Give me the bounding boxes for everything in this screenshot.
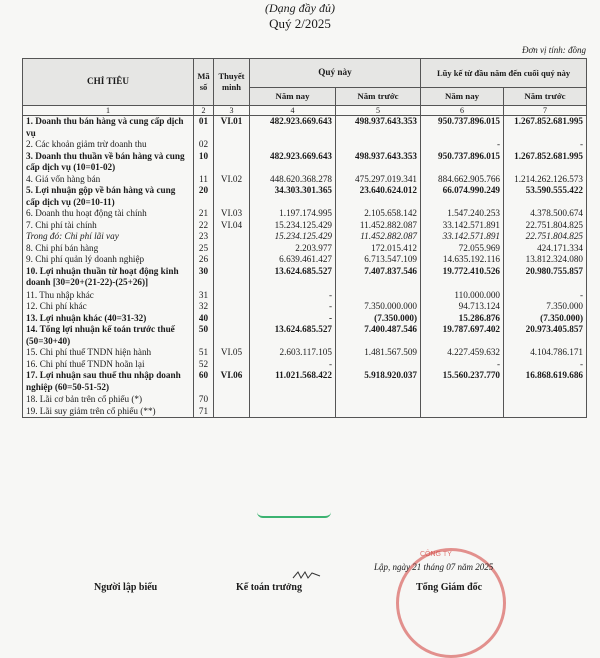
table-row [23, 359, 587, 371]
table-row [23, 243, 587, 255]
ytd-prior-value: - [504, 359, 587, 371]
row-code: 60 [194, 370, 214, 394]
quarter-current-value [250, 139, 336, 151]
quarter-current-value: 13.624.685.527 [250, 266, 336, 290]
table-row [23, 406, 587, 418]
ytd-prior-value: 22.751.804.825 [504, 220, 587, 232]
ytd-current-value: 110.000.000 [421, 290, 504, 302]
table-row [23, 185, 587, 208]
row-note: VI.04 [214, 220, 250, 232]
row-note [214, 301, 250, 313]
row-label: 19. Lãi suy giảm trên cổ phiếu (**) [23, 406, 194, 418]
quarter-prior-value: 7.400.487.546 [336, 324, 421, 347]
row-note [214, 243, 250, 255]
ytd-current-value: 950.737.896.015 [421, 151, 504, 174]
header-ytd-prior: Năm trước [504, 88, 587, 106]
row-code: 52 [194, 359, 214, 371]
header-code: Mã số [194, 59, 214, 106]
quarter-current-value [250, 394, 336, 406]
table-row [23, 231, 587, 243]
quarter-current-value: 34.303.301.365 [250, 185, 336, 208]
row-label: Trong đó: Chi phí lãi vay [23, 231, 194, 243]
table-row [23, 116, 587, 140]
row-note [214, 231, 250, 243]
header-note: Thuyết minh [214, 59, 250, 106]
header-quarter: Quý này [250, 59, 421, 88]
row-code: 32 [194, 301, 214, 313]
ytd-current-value: 15.286.876 [421, 313, 504, 325]
ytd-prior-value: 7.350.000 [504, 301, 587, 313]
quarter-prior-value: 2.105.658.142 [336, 208, 421, 220]
ytd-prior-value: 4.378.500.674 [504, 208, 587, 220]
ytd-current-value: 1.547.240.253 [421, 208, 504, 220]
table-row [23, 266, 587, 290]
quarter-prior-value: 6.713.547.109 [336, 254, 421, 266]
row-code: 11 [194, 174, 214, 186]
row-note [214, 406, 250, 418]
ytd-prior-value: - [504, 139, 587, 151]
ytd-prior-value: 16.868.619.686 [504, 370, 587, 394]
table-row [23, 220, 587, 232]
row-code: 21 [194, 208, 214, 220]
ytd-current-value: 950.737.896.015 [421, 116, 504, 140]
header-quarter-prior: Năm trước [336, 88, 421, 106]
row-label: 18. Lãi cơ bản trên cổ phiếu (*) [23, 394, 194, 406]
quarter-current-value: - [250, 359, 336, 371]
ytd-prior-value: (7.350.000) [504, 313, 587, 325]
table-row [23, 139, 587, 151]
row-label: 10. Lợi nhuận thuần từ hoạt động kinh doanh [30=20+(21-22)-(25+26)] [23, 266, 194, 290]
table-row [23, 324, 587, 347]
row-code: 23 [194, 231, 214, 243]
quarter-current-value: 448.620.368.278 [250, 174, 336, 186]
header-ytd: Lũy kế từ đầu năm đến cuối quý này [421, 59, 587, 88]
ytd-current-value: 66.074.990.249 [421, 185, 504, 208]
ytd-current-value [421, 406, 504, 418]
row-code: 51 [194, 347, 214, 359]
row-code: 25 [194, 243, 214, 255]
ytd-current-value: 14.635.192.116 [421, 254, 504, 266]
ytd-prior-value: 20.973.405.857 [504, 324, 587, 347]
signing-date: Lập, ngày 21 tháng 07 năm 2025 [374, 562, 494, 572]
column-index: 1 [23, 106, 194, 116]
ytd-current-value: - [421, 359, 504, 371]
row-label: 6. Doanh thu hoạt động tài chính [23, 208, 194, 220]
ytd-current-value: 33.142.571.891 [421, 231, 504, 243]
ytd-current-value: 94.713.124 [421, 301, 504, 313]
header-quarter-current: Năm nay [250, 88, 336, 106]
table-row [23, 151, 587, 174]
row-note [214, 266, 250, 290]
table-row [23, 174, 587, 186]
quarter-current-value: 482.923.669.643 [250, 116, 336, 140]
quarter-current-value: 2.603.117.105 [250, 347, 336, 359]
row-note [214, 139, 250, 151]
row-note: VI.03 [214, 208, 250, 220]
column-index: 4 [250, 106, 336, 116]
quarter-prior-value: 498.937.643.353 [336, 116, 421, 140]
ytd-prior-value [504, 394, 587, 406]
quarter-current-value [250, 406, 336, 418]
row-note [214, 324, 250, 347]
ytd-prior-value [504, 406, 587, 418]
ytd-prior-value: 53.590.555.422 [504, 185, 587, 208]
signature-mark [292, 570, 322, 580]
quarter-prior-value: 11.452.882.087 [336, 231, 421, 243]
row-label: 13. Lợi nhuận khác (40=31-32) [23, 313, 194, 325]
row-code: 20 [194, 185, 214, 208]
row-label: 4. Giá vốn hàng bán [23, 174, 194, 186]
row-code: 26 [194, 254, 214, 266]
column-index: 3 [214, 106, 250, 116]
row-code: 02 [194, 139, 214, 151]
row-label: 1. Doanh thu bán hàng và cung cấp dịch vụ [23, 116, 194, 140]
header-ytd-current: Năm nay [421, 88, 504, 106]
quarter-current-value: 15.234.125.429 [250, 220, 336, 232]
ytd-prior-value: 22.751.804.825 [504, 231, 587, 243]
quarter-current-value: - [250, 290, 336, 302]
row-note [214, 359, 250, 371]
row-label: 15. Chi phí thuế TNDN hiện hành [23, 347, 194, 359]
ytd-current-value: 33.142.571.891 [421, 220, 504, 232]
quarter-current-value: 482.923.669.643 [250, 151, 336, 174]
quarter-current-value: 1.197.174.995 [250, 208, 336, 220]
ytd-prior-value: - [504, 290, 587, 302]
row-label: 12. Chi phí khác [23, 301, 194, 313]
row-note [214, 185, 250, 208]
ytd-prior-value: 1.267.852.681.995 [504, 116, 587, 140]
row-note: VI.06 [214, 370, 250, 394]
row-code: 50 [194, 324, 214, 347]
quarter-prior-value [336, 394, 421, 406]
row-label: 14. Tổng lợi nhuận kế toán trước thuế (50=30+40) [23, 324, 194, 347]
row-note: VI.05 [214, 347, 250, 359]
preparer-title: Người lập biểu [94, 582, 158, 593]
row-note [214, 313, 250, 325]
row-note: VI.01 [214, 116, 250, 140]
quarter-prior-value [336, 290, 421, 302]
column-index: 2 [194, 106, 214, 116]
quarter-prior-value: 1.481.567.509 [336, 347, 421, 359]
table-row [23, 254, 587, 266]
quarter-current-value: 2.203.977 [250, 243, 336, 255]
stamp-text: CÔNG TY [420, 551, 452, 558]
row-code: 22 [194, 220, 214, 232]
row-label: 9. Chi phí quản lý doanh nghiệp [23, 254, 194, 266]
row-label: 8. Chi phí bán hàng [23, 243, 194, 255]
ytd-prior-value: 13.812.324.080 [504, 254, 587, 266]
column-index-row [23, 106, 587, 116]
row-code: 70 [194, 394, 214, 406]
quarter-prior-value: 23.640.624.012 [336, 185, 421, 208]
row-code: 10 [194, 151, 214, 174]
column-index: 7 [504, 106, 587, 116]
table-row [23, 301, 587, 313]
report-subtitle: (Dạng đầy đủ) [265, 1, 335, 15]
quarter-prior-value [336, 359, 421, 371]
table-row [23, 290, 587, 302]
ytd-current-value [421, 394, 504, 406]
quarter-prior-value [336, 139, 421, 151]
table-row [23, 370, 587, 394]
column-index: 6 [421, 106, 504, 116]
ytd-prior-value: 424.171.334 [504, 243, 587, 255]
row-note [214, 290, 250, 302]
director-title: Tổng Giám đốc [416, 582, 483, 593]
table-row [23, 208, 587, 220]
ytd-current-value: 72.055.969 [421, 243, 504, 255]
report-period: Quý 2/2025 [269, 16, 331, 31]
row-note: VI.02 [214, 174, 250, 186]
table-row [23, 394, 587, 406]
quarter-prior-value: 498.937.643.353 [336, 151, 421, 174]
ytd-current-value: 19.772.410.526 [421, 266, 504, 290]
quarter-current-value: 11.021.568.422 [250, 370, 336, 394]
row-label: 2. Các khoản giảm trừ doanh thu [23, 139, 194, 151]
quarter-current-value: - [250, 313, 336, 325]
row-code: 30 [194, 266, 214, 290]
row-code: 01 [194, 116, 214, 140]
quarter-prior-value [336, 406, 421, 418]
quarter-current-value: - [250, 301, 336, 313]
row-label: 3. Doanh thu thuần về bán hàng và cung cấp dịch vụ (10=01-02) [23, 151, 194, 174]
ytd-current-value: - [421, 139, 504, 151]
ytd-prior-value: 4.104.786.171 [504, 347, 587, 359]
row-code: 40 [194, 313, 214, 325]
currency-unit: Đơn vị tính: đồng [521, 45, 586, 55]
ytd-current-value: 15.560.237.770 [421, 370, 504, 394]
header-item: CHỈ TIÊU [23, 59, 194, 106]
row-label: 11. Thu nhập khác [23, 290, 194, 302]
income-statement-table [22, 58, 587, 418]
row-label: 7. Chi phí tài chính [23, 220, 194, 232]
ytd-current-value: 884.662.905.766 [421, 174, 504, 186]
row-note [214, 394, 250, 406]
quarter-current-value: 13.624.685.527 [250, 324, 336, 347]
quarter-prior-value: 172.015.412 [336, 243, 421, 255]
ytd-current-value: 4.227.459.632 [421, 347, 504, 359]
ytd-current-value: 19.787.697.402 [421, 324, 504, 347]
table-row [23, 347, 587, 359]
ytd-prior-value: 1.214.262.126.573 [504, 174, 587, 186]
quarter-prior-value: 7.350.000.000 [336, 301, 421, 313]
chief-accountant-title: Kế toán trưởng [236, 582, 302, 593]
quarter-prior-value: 475.297.019.341 [336, 174, 421, 186]
row-label: 17. Lợi nhuận sau thuế thu nhập doanh nghiệp (60=50-51-52) [23, 370, 194, 394]
column-index: 5 [336, 106, 421, 116]
ytd-prior-value: 1.267.852.681.995 [504, 151, 587, 174]
quarter-prior-value: 11.452.882.087 [336, 220, 421, 232]
quarter-prior-value: 7.407.837.546 [336, 266, 421, 290]
green-underline-annotation [257, 512, 331, 518]
row-note [214, 151, 250, 174]
quarter-prior-value: (7.350.000) [336, 313, 421, 325]
quarter-current-value: 15.234.125.429 [250, 231, 336, 243]
row-code: 71 [194, 406, 214, 418]
ytd-prior-value: 20.980.755.857 [504, 266, 587, 290]
row-code: 31 [194, 290, 214, 302]
row-label: 16. Chi phí thuế TNDN hoãn lại [23, 359, 194, 371]
quarter-current-value: 6.639.461.427 [250, 254, 336, 266]
quarter-prior-value: 5.918.920.037 [336, 370, 421, 394]
table-row [23, 313, 587, 325]
row-note [214, 254, 250, 266]
row-label: 5. Lợi nhuận gộp về bán hàng và cung cấp dịch vụ (20=10-11) [23, 185, 194, 208]
